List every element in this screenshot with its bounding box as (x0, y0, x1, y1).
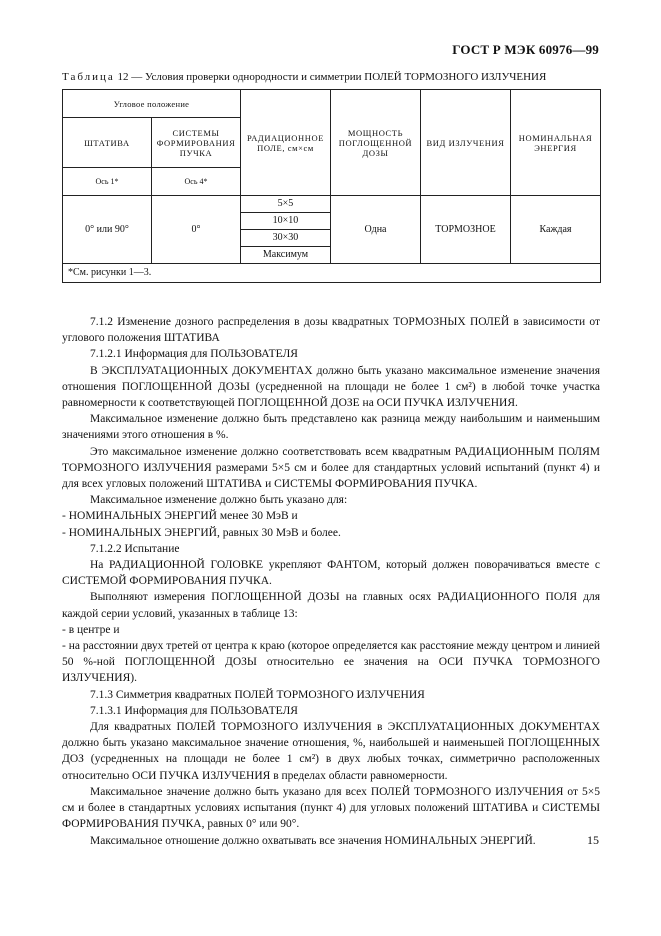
list-item: - НОМИНАЛЬНЫХ ЭНЕРГИЙ менее 30 МэВ и (62, 510, 298, 523)
header-axis-4: Ось 4* (152, 168, 241, 196)
page-number: 15 (587, 833, 599, 847)
list-item: - на расстоянии двух третей от центра к краю (которое определяется как расстояние между центром и линией 50 %-ной ПОГЛОЩЕННОЙ ДОЗЫ относительно ее значения на ОСИ ПУЧКА ТОРМОЗНОГО ИЗЛУЧЕНИЯ). (62, 640, 600, 685)
cell-energy-value: Каждая (511, 196, 601, 264)
table-caption (62, 71, 602, 83)
paragraph: В ЭКСПЛУАТАЦИОННЫХ ДОКУМЕНТАХ должно быть указано максимальное изменение значения отношения ПОГЛОЩЕННОЙ ДОЗЫ (усредненной на площади не более 1 см²) в любой точке участка равномерности к соответствующей ПОГЛОЩЕННОЙ ДОЗЕ на ОСИ ПУЧКА ИЗЛУЧЕНИЯ. (62, 364, 600, 410)
paragraph: Выполняют измерения ПОГЛОЩЕННОЙ ДОЗЫ на главных осях РАДИАЦИОННОГО ПОЛЯ для каждой серии условий, указанных в таблице 13: (62, 591, 600, 620)
header-energy: НОМИНАЛЬНАЯ ЭНЕРГИЯ (511, 90, 601, 196)
table-caption-title: — Условия проверки однородности и симметрии ПОЛЕЙ ТОРМОЗНОГО ИЗЛУЧЕНИЯ (131, 71, 547, 83)
header-field: РАДИАЦИОННОЕ ПОЛЕ, см×см (241, 90, 331, 196)
list-item: - в центре и (62, 623, 120, 636)
paragraph: 7.1.2 Изменение дозного распределения в дозы квадратных ТОРМОЗНЫХ ПОЛЕЙ в зависимости от углового положения ШТАТИВА (62, 316, 600, 345)
cell-field-3: Максимум (241, 247, 331, 264)
cell-field-2: 30×30 (241, 230, 331, 247)
header-axis-1: Ось 1* (63, 168, 152, 196)
header-system: СИСТЕМЫ ФОРМИРОВАНИЯ ПУЧКА (152, 118, 241, 168)
table-caption-label: Таблица (62, 71, 115, 83)
header-dose: МОЩНОСТЬ ПОГЛОЩЕННОЙ ДОЗЫ (331, 90, 421, 196)
paragraph: 7.1.3 Симметрия квадратных ПОЛЕЙ ТОРМОЗНОГО ИЗЛУЧЕНИЯ (90, 688, 425, 701)
paragraph: Это максимальное изменение должно соответствовать всем квадратным РАДИАЦИОННЫМ ПОЛЯМ ТОРМОЗНОГО ИЗЛУЧЕНИЯ размерами 5×5 см и более для стандартных условий испытаний (пункт 4) и для всех угловых положений ШТАТИВА и СИСТЕМЫ ФОРМИРОВАНИЯ ПУЧКА. (62, 445, 600, 491)
header-stand: ШТАТИВА (63, 118, 152, 168)
table-caption-number: 12 (117, 71, 129, 83)
paragraph: 7.1.2.1 Информация для ПОЛЬЗОВАТЕЛЯ (90, 348, 298, 361)
paragraph: Максимальное отношение должно охватывать все значения НОМИНАЛЬНЫХ ЭНЕРГИЙ. (90, 834, 536, 847)
header-angular-position: Угловое положение (63, 90, 241, 118)
paragraph: На РАДИАЦИОННОЙ ГОЛОВКЕ укрепляют ФАНТОМ, который должен поворачиваться вместе с СИСТЕМОЙ ФОРМИРОВАНИЯ ПУЧКА. (62, 559, 600, 588)
document-header: ГОСТ Р МЭК 60976—99 (452, 42, 599, 57)
cell-type-value: ТОРМОЗНОЕ (421, 196, 511, 264)
header-type: ВИД ИЗЛУЧЕНИЯ (421, 90, 511, 196)
cell-stand-value: 0° или 90° (63, 196, 152, 264)
cell-field-0: 5×5 (241, 196, 331, 213)
paragraph: Максимальное изменение должно быть представлено как разница между наибольшим и наименьшим значениями этого отношения в %. (62, 413, 600, 442)
body-text (62, 314, 600, 849)
paragraph: 7.1.2.2 Испытание (90, 542, 180, 555)
cell-system-value: 0° (152, 196, 241, 264)
cell-field-1: 10×10 (241, 213, 331, 230)
paragraph: Для квадратных ПОЛЕЙ ТОРМОЗНОГО ИЗЛУЧЕНИЯ в ЭКСПЛУАТАЦИОННЫХ ДОКУМЕНТАХ должно быть указано максимальное значение отношения, %, наибольшей и наименьшей ПОГЛОЩЕННЫХ ДОЗ (усредненных на площади не более 1 см²) в двух любых точках, симметрично расположенных относительно ОСИ ПУЧКА ИЗЛУЧЕНИЯ в пределах области равномерности. (62, 721, 600, 782)
cell-dose-value: Одна (331, 196, 421, 264)
paragraph: 7.1.3.1 Информация для ПОЛЬЗОВАТЕЛЯ (90, 704, 298, 717)
list-item: - НОМИНАЛЬНЫХ ЭНЕРГИЙ, равных 30 МэВ и более. (62, 526, 341, 539)
paragraph: Максимальное изменение должно быть указано для: (90, 494, 348, 507)
conditions-table (62, 89, 601, 283)
paragraph: Максимальное значение должно быть указано для всех ПОЛЕЙ ТОРМОЗНОГО ИЗЛУЧЕНИЯ от 5×5 см и более в стандартных условиях испытания (пункт 4) для угловых положений ШТАТИВА и СИСТЕМЫ ФОРМИРОВАНИЯ ПУЧКА, равных 0° или 90°. (62, 785, 600, 831)
table-footnote: *См. рисунки 1—3. (63, 264, 601, 283)
